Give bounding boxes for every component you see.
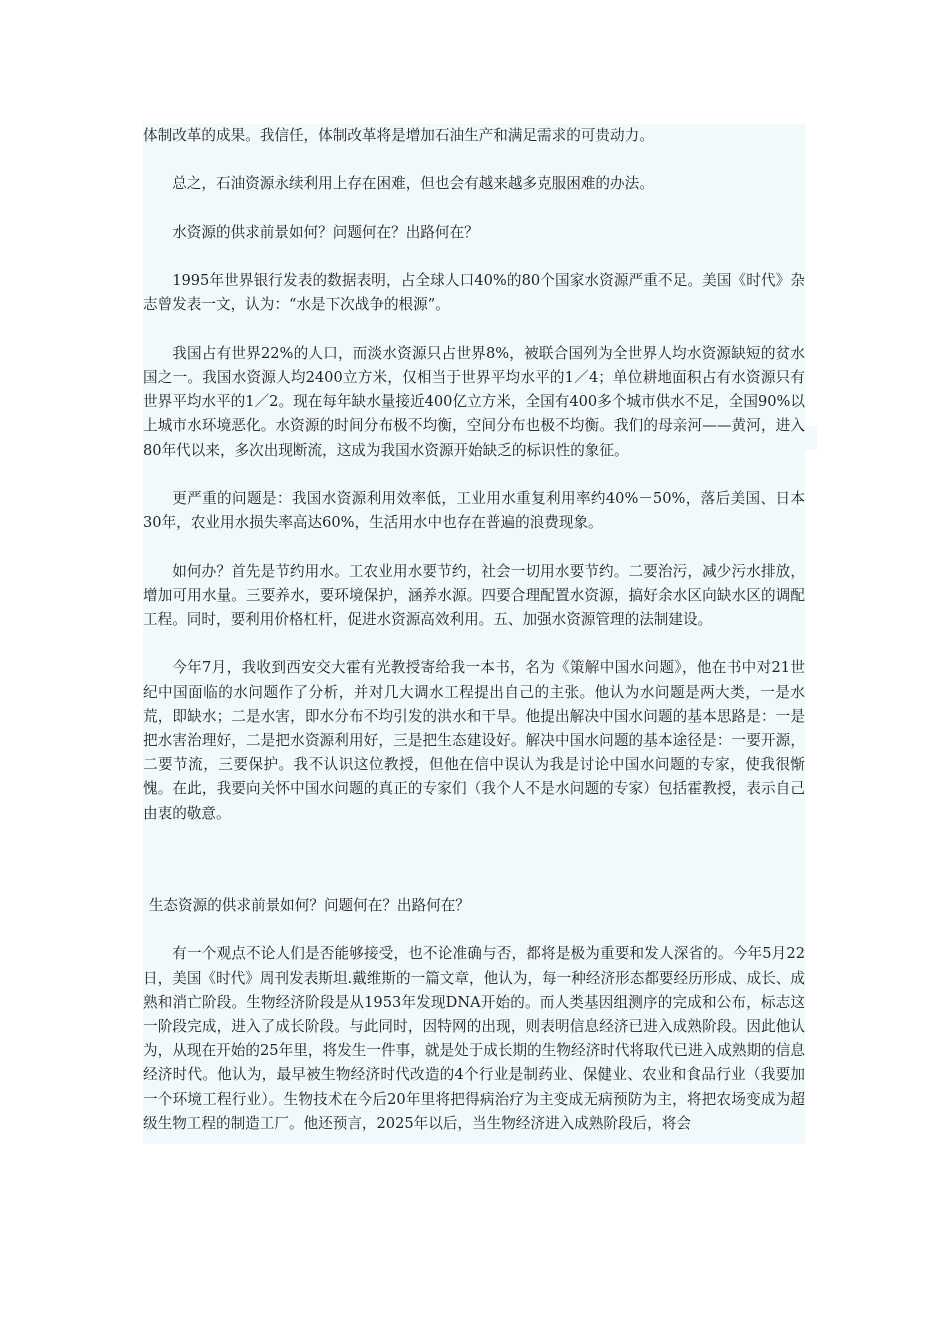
paragraph-summary: 总之，石油资源永续利用上存在困难，但也会有越来越多克服困难的办法。 [172, 175, 654, 193]
paragraph-china-water: 我国占有世界22%的人口，而淡水资源只占世界8%，被联合国列为全世界人均水资源缺短的贫水国之一。我国水资源人均2400立方米，仅相当于世界平均水平的1／4；单位耕地面积占有水资源只有世界平均水平的1／2。现在每年缺水量接近400亿立方米，全国有400多个城市供水不足，全国90%以上城市水环境恶化。水资源的时间分布极不均衡，空间分布也极不均衡。我们的母亲河——黄河，进入80年代以来，多次出现断流，这成为我国水资源开始缺乏的标识性的象征。 [143, 344, 805, 459]
document-body [143, 124, 805, 1144]
paragraph-bio-economy: 有一个观点不论人们是否能够接受，也不论准确与否，都将是极为重要和发人深省的。今年5月22日，美国《时代》周刊发表斯坦.戴维斯的一篇文章，他认为，每一种经济形态都要经历形成、成长、成熟和消亡阶段。生物经济阶段是从1953年发现DNA开始的。而人类基因组测序的完成和公布，标志这一阶段完成，进入了成长阶段。与此同时，因特网的出现，则表明信息经济已进入成熟阶段。因此他认为，从现在开始的25年里，将发生一件事，就是处于成长期的生物经济时代将取代已进入成熟期的信息经济时代。他认为，最早被生物经济时代改造的4个行业是制药业、保健业、农业和食品行业（我要加一个环境工程行业）。生物技术在今后20年里将把得病治疗为主变成无病预防为主，将把农场变成为超级生物工程的制造工厂。他还预言，2025年以后，当生物经济进入成熟阶段后，将会 [143, 945, 805, 1132]
paragraph-continuation: 体制改革的成果。我信任，体制改革将是增加石油生产和满足需求的可贵动力。 [143, 127, 654, 144]
section-heading-water: 水资源的供求前景如何？问题何在？出路何在？ [172, 223, 479, 241]
spacer [143, 826, 805, 870]
paragraph-solutions: 如何办？首先是节约用水。工农业用水要节约，社会一切用水要节约。二要治污，减少污水排放，增加可用水量。三要养水，要环境保护，涵养水源。四要合理配置水资源，搞好余水区向缺水区的调配工程。同时，要利用价格杠杆，促进水资源高效利用。五、加强水资源管理的法制建设。 [143, 562, 805, 628]
paragraph-world-bank: 1995年世界银行发表的数据表明，占全球人口40%的80个国家水资源严重不足。美国《时代》杂志曾发表一文，认为：“水是下次战争的根源”。 [143, 272, 805, 314]
paragraph-efficiency: 更严重的问题是：我国水资源利用效率低，工业用水重复利用率约40%－50%，落后美国、日本30年，农业用水损失率高达60%，生活用水中也存在普遍的浪费现象。 [143, 489, 805, 532]
shade-extension [805, 426, 817, 450]
paragraph-book: 今年7月，我收到西安交大霍有光教授寄给我一本书，名为《策解中国水问题》，他在书中对21世纪中国面临的水问题作了分析，并对几大调水工程提出自己的主张。他认为水问题是两大类，一是水荒，即缺水；二是水害，即水分布不均引发的洪水和干旱。他提出解决中国水问题的基本思路是：一是把水害治理好，二是把水资源利用好，三是把生态建设好。解决中国水问题的基本途径是：一要开源，二要节流，三要保护。我不认识这位教授，但他在信中误认为我是讨论中国水问题的专家，使我很惭愧。在此，我要向关怀中国水问题的真正的专家们（我个人不是水问题的专家）包括霍教授，表示自己由衷的敬意。 [143, 659, 805, 822]
section-heading-ecology: 生态资源的供求前景如何？问题何在？出路何在？ [148, 896, 470, 914]
